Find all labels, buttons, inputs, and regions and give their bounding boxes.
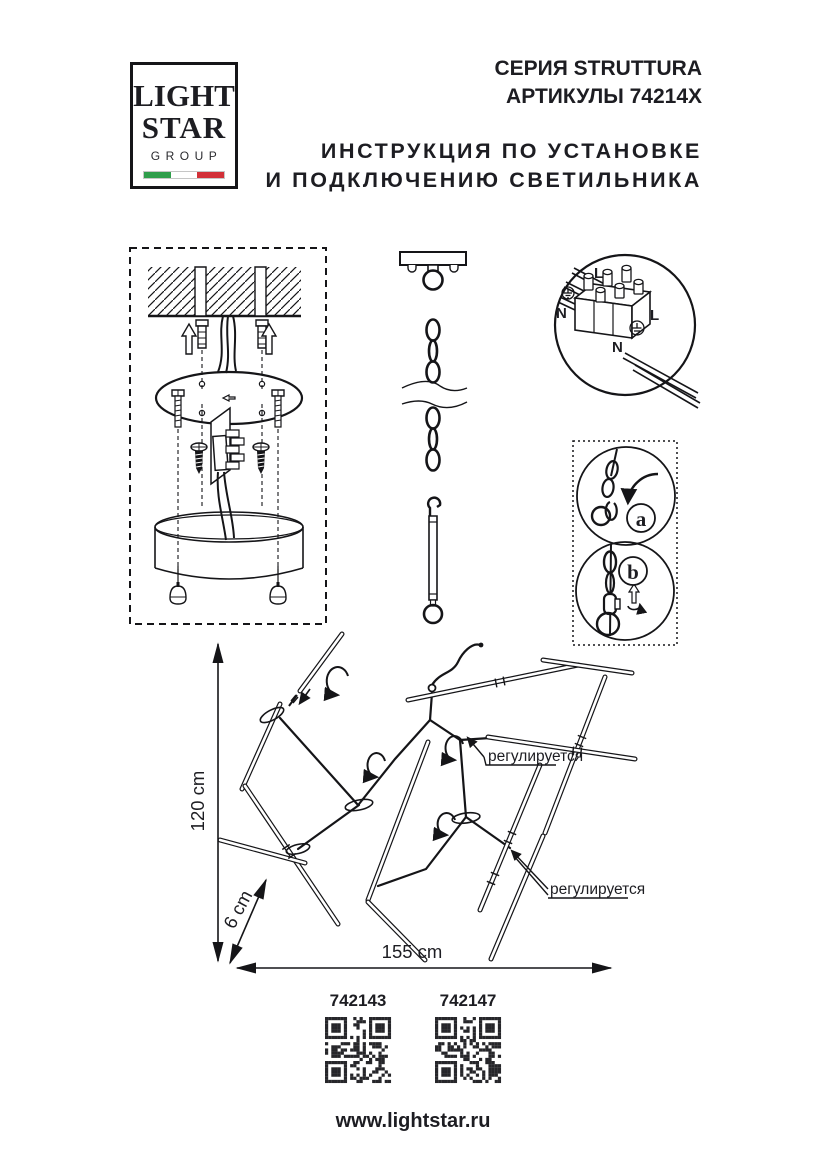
terminal-block [211, 408, 244, 540]
flag-red-segment [197, 172, 224, 178]
depth-label: 6 cm [218, 886, 257, 932]
dotted-border [573, 441, 677, 645]
adjust-label-2: регулируется [550, 881, 646, 898]
detail-a [577, 447, 675, 545]
article-number: АРТИКУЛЫ 74214X [506, 85, 702, 108]
logo-word-light: LIGHT [133, 78, 235, 113]
slot-arrow-icon [223, 395, 235, 401]
italy-flag-bar [143, 171, 225, 179]
screw-up-arrow-icon [628, 584, 640, 610]
detail-b [576, 542, 674, 640]
decorative-cap [170, 566, 286, 604]
wire-label-l-right: L [650, 307, 660, 324]
qr-block-742143 [320, 991, 396, 1088]
wire-label-l-left: L [594, 265, 604, 282]
frame-arms [280, 693, 510, 886]
height-label: 120 cm [187, 770, 208, 832]
series-heading [494, 55, 702, 111]
qr-code-image [320, 1017, 396, 1088]
width-label: 155 cm [381, 941, 443, 962]
ceiling-plate [400, 252, 466, 290]
dimension-depth [219, 880, 266, 963]
series-name: СЕРИЯ STRUTTURA [494, 57, 702, 80]
flag-white-segment [171, 172, 198, 178]
adjust-label-1: регулируется [488, 748, 584, 765]
adjust-detail-diagram [572, 440, 678, 646]
instruction-title [266, 137, 702, 195]
ceiling-hatch [148, 267, 301, 316]
mains-wires [218, 316, 236, 373]
wire-label-n-left: N [556, 305, 567, 322]
tube-sleeves [282, 677, 586, 885]
wiring-detail-diagram [548, 246, 708, 432]
website-url: www.lightstar.ru [335, 1110, 491, 1132]
chain [402, 320, 467, 471]
swivel-joints [258, 704, 480, 856]
qr-block-742147 [430, 991, 506, 1088]
suspension-parts-diagram [392, 248, 478, 630]
dimension-width [237, 941, 611, 968]
label-a: a [635, 507, 647, 531]
dimension-height [187, 644, 218, 961]
logo-word-star: STAR [141, 110, 227, 145]
qr-article-label: 742143 [329, 991, 387, 1010]
lightstar-logo [130, 62, 238, 189]
terminal-block-3d [575, 265, 650, 338]
title-line-2: И ПОДКЛЮЧЕНИЮ СВЕТИЛЬНИКА [265, 168, 702, 192]
lamp-tubes [220, 634, 635, 960]
hanging-ring [424, 271, 443, 290]
canopy [155, 512, 303, 579]
rotate-open-arrow-icon [628, 474, 658, 502]
qr-article-label: 742147 [439, 991, 497, 1010]
title-line-1: ИНСТРУКЦИЯ ПО УСТАНОВКЕ [320, 139, 702, 163]
flag-green-segment [144, 172, 171, 178]
qr-code-image [430, 1017, 506, 1088]
hook-rod [424, 498, 442, 623]
chandelier-diagram [187, 628, 650, 996]
logo-word-group: GROUP [150, 149, 223, 163]
wire-label-n-right: N [612, 339, 623, 356]
installation-diagram [128, 246, 328, 626]
quick-link [604, 594, 616, 614]
wall-anchor [196, 320, 268, 348]
outgoing-wires [623, 353, 700, 408]
label-b: b [627, 560, 639, 584]
